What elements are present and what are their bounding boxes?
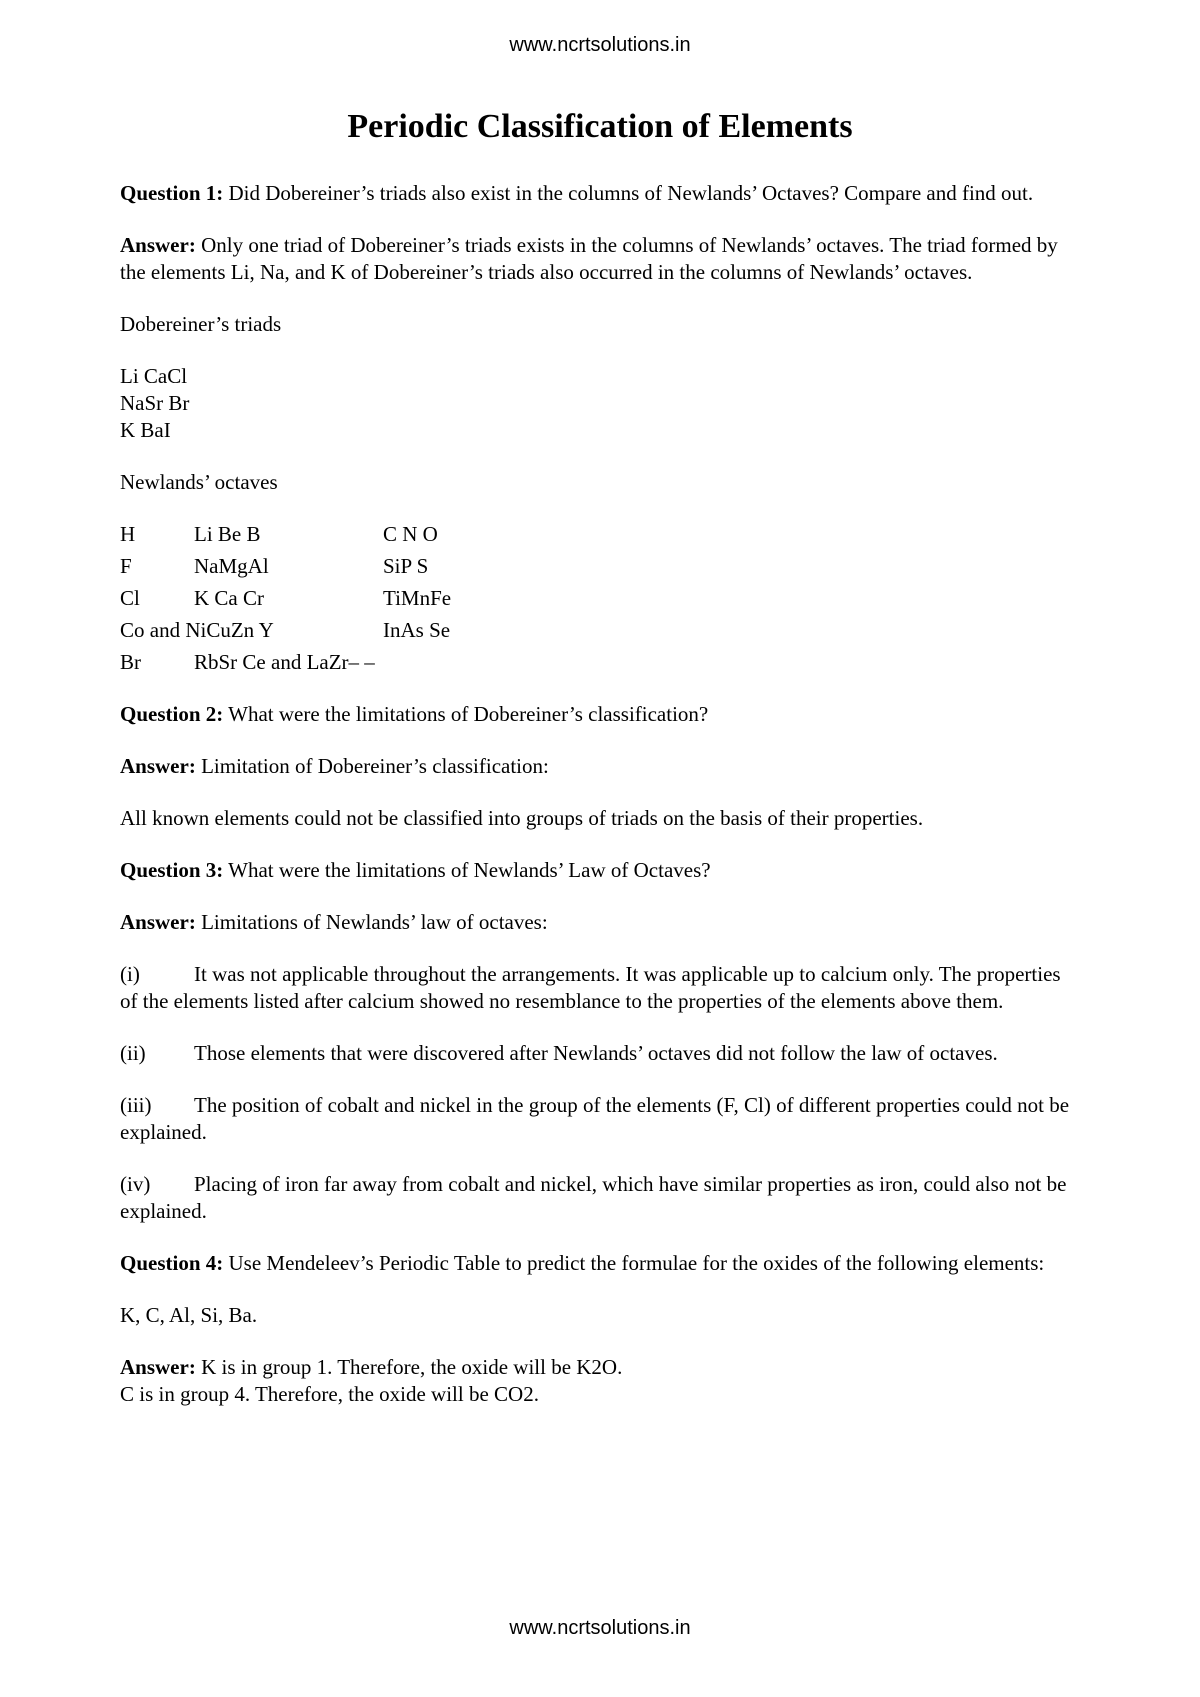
octaves-row [120, 649, 451, 681]
answer-3 [120, 909, 1080, 936]
octaves-cell: C N O [383, 522, 438, 546]
answer-1 [120, 232, 1080, 286]
question-1-label: Question 1: [120, 181, 224, 205]
octaves-cell: NaMgAl [194, 554, 269, 578]
question-1-text: Did Dobereiner’s triads also exist in the columns of Newlands’ Octaves? Compare and find out. [223, 181, 1034, 205]
answer-4-label: Answer: [120, 1355, 196, 1379]
octaves-row [120, 521, 451, 553]
octaves-cell: F [120, 554, 132, 578]
answer-4 [120, 1354, 1080, 1408]
octaves-cell: Co and NiCuZn Y [120, 618, 274, 642]
answer-4-line: C is in group 4. Therefore, the oxide will be CO2. [120, 1382, 539, 1406]
limitation-text: The position of cobalt and nickel in the group of the elements (F, Cl) of different properties could not be explained. [120, 1093, 1070, 1144]
question-4-elements: K, C, Al, Si, Ba. [120, 1303, 258, 1327]
limitation-number: (iii) [120, 1093, 152, 1117]
octaves-cell: Br [120, 650, 141, 674]
octaves-cell: InAs Se [383, 618, 451, 642]
question-2 [120, 701, 1080, 728]
page-title: Periodic Classification of Elements [347, 108, 853, 145]
octaves-cell: H [120, 522, 136, 546]
answer-2-detail: All known elements could not be classified into groups of triads on the basis of their properties. [120, 806, 924, 830]
answer-2 [120, 753, 1080, 780]
triads-heading: Dobereiner’s triads [120, 312, 282, 336]
limitation-number: (i) [120, 962, 140, 986]
footer-url[interactable]: www.ncrtsolutions.in [509, 1617, 691, 1639]
limitation-text: Placing of iron far away from cobalt and nickel, which have similar properties as iron, could also not be explained. [120, 1172, 1067, 1223]
octaves-cell: Cl [120, 586, 140, 610]
answer-1-text: Only one triad of Dobereiner’s triads exists in the columns of Newlands’ octaves. The triad formed by the elements Li, Na, and K of Dobereiner’s triads also occurred in the columns of Newlands’ octaves. [120, 233, 1058, 284]
octaves-heading: Newlands’ octaves [120, 470, 278, 494]
octaves-row [120, 585, 451, 617]
octaves-cell: K Ca Cr [194, 586, 264, 610]
octaves-cell: Li Be B [194, 522, 261, 546]
answer-4-text: K is in group 1. Therefore, the oxide will be K2O. [195, 1355, 623, 1379]
octaves-row [120, 617, 451, 649]
header-url[interactable]: www.ncrtsolutions.in [509, 34, 691, 56]
question-1 [120, 180, 1080, 207]
document-body [120, 180, 1080, 1433]
triads-list [120, 363, 1080, 444]
answer-1-label: Answer: [120, 233, 196, 257]
octaves-table [120, 521, 451, 681]
limitation-item [120, 1040, 1080, 1067]
answer-2-text: Limitation of Dobereiner’s classification: [195, 754, 549, 778]
question-2-label: Question 2: [120, 702, 224, 726]
question-3-label: Question 3: [120, 858, 224, 882]
triad-row: Li CaCl [120, 364, 188, 388]
question-4 [120, 1250, 1080, 1277]
triad-row: NaSr Br [120, 391, 190, 415]
answer-3-text: Limitations of Newlands’ law of octaves: [195, 910, 548, 934]
octaves-cell: TiMnFe [383, 586, 452, 610]
answer-4-line [120, 1354, 1080, 1381]
answer-2-label: Answer: [120, 754, 196, 778]
limitation-item [120, 1092, 1080, 1146]
question-4-label: Question 4: [120, 1251, 224, 1275]
octaves-cell: SiP S [383, 554, 429, 578]
limitation-text: Those elements that were discovered after Newlands’ octaves did not follow the law of octaves. [194, 1041, 998, 1065]
limitation-text: It was not applicable throughout the arrangements. It was applicable up to calcium only. The properties of the elements listed after calcium showed no resemblance to the properties of the elements above them. [120, 962, 1061, 1013]
question-2-text: What were the limitations of Dobereiner’s classification? [223, 702, 709, 726]
limitation-number: (ii) [120, 1041, 146, 1065]
answer-3-label: Answer: [120, 910, 196, 934]
question-3 [120, 857, 1080, 884]
octaves-row [120, 553, 451, 585]
limitation-item [120, 961, 1080, 1015]
octaves-cell: RbSr Ce and LaZr– – [194, 650, 375, 674]
question-4-text: Use Mendeleev’s Periodic Table to predict the formulae for the oxides of the following elements: [223, 1251, 1045, 1275]
question-3-text: What were the limitations of Newlands’ Law of Octaves? [223, 858, 711, 882]
triad-row: K BaI [120, 418, 171, 442]
limitation-item [120, 1171, 1080, 1225]
limitation-number: (iv) [120, 1172, 151, 1196]
